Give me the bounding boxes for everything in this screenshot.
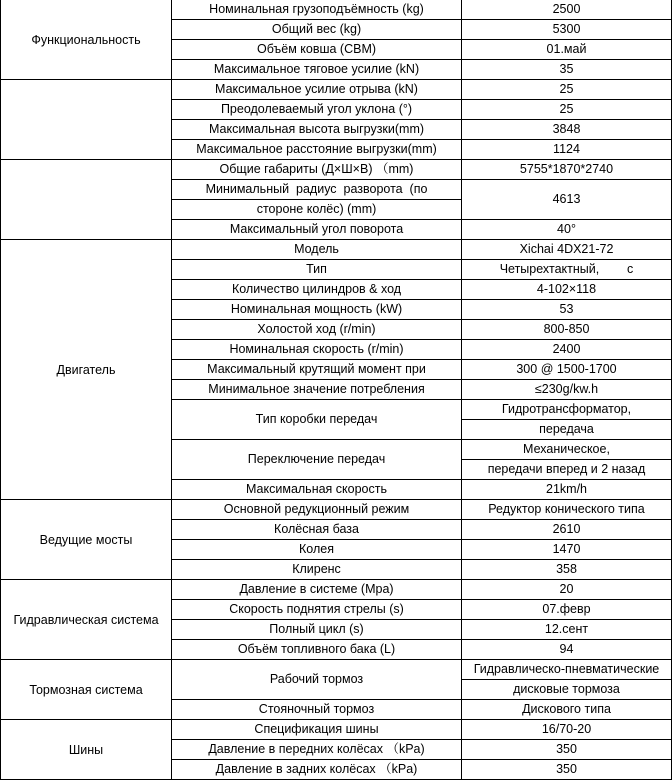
value-cell: 16/70-20 [462,720,672,740]
param-cell: Клиренс [172,560,462,580]
param-cell: Максимальное усилие отрыва (kN) [172,80,462,100]
category-cell: Двигатель [1,240,172,500]
category-cell [1,160,172,240]
table-row [1,0,672,20]
value-cell: передачи вперед и 2 назад [462,460,672,480]
param-cell: Рабочий тормоз [172,660,462,700]
category-cell: Ведущие мосты [1,500,172,580]
category-cell: Тормозная система [1,660,172,720]
table-row [1,500,672,520]
value-cell: 20 [462,580,672,600]
value-cell: 358 [462,560,672,580]
param-cell: Количество цилиндров & ход [172,280,462,300]
table-row [1,80,672,100]
value-cell: 3848 [462,120,672,140]
param-cell: Максимальный угол поворота [172,220,462,240]
value-cell: 2500 [462,0,672,20]
value-cell: 5300 [462,20,672,40]
param-cell: Стояночный тормоз [172,700,462,720]
category-cell: Шины [1,720,172,780]
param-cell: Объём ковша (CBM) [172,40,462,60]
param-cell: Полный цикл (s) [172,620,462,640]
param-cell: Переключение передач [172,440,462,480]
value-cell: 800-850 [462,320,672,340]
param-cell: Общий вес (kg) [172,20,462,40]
param-cell: Максимальное тяговое усилие (kN) [172,60,462,80]
param-cell: Колея [172,540,462,560]
value-cell: 350 [462,760,672,780]
param-cell: Максимальный крутящий момент при [172,360,462,380]
value-cell: Дискового типа [462,700,672,720]
table-row [1,720,672,740]
table-row [1,160,672,180]
param-cell: Модель [172,240,462,260]
param-cell: Номинальная мощность (kW) [172,300,462,320]
param-cell: Основной редукционный режим [172,500,462,520]
value-cell: 94 [462,640,672,660]
value-cell: 2610 [462,520,672,540]
param-cell: Объём топливного бака (L) [172,640,462,660]
table-row [1,580,672,600]
category-cell [1,80,172,160]
param-cell: Скорость поднятия стрелы (s) [172,600,462,620]
param-cell: Холостой ход (r/min) [172,320,462,340]
value-cell: 21km/h [462,480,672,500]
param-cell: Номинальная скорость (r/min) [172,340,462,360]
param-cell: стороне колёс) (mm) [172,200,462,220]
value-cell: передача [462,420,672,440]
param-cell: Спецификация шины [172,720,462,740]
value-cell: 1470 [462,540,672,560]
category-cell: Гидравлическая система [1,580,172,660]
value-cell: 4-102×118 [462,280,672,300]
value-cell: дисковые тормоза [462,680,672,700]
value-cell: Гидравлическо-пневматические [462,660,672,680]
value-cell: 1124 [462,140,672,160]
value-cell: Xichai 4DX21-72 [462,240,672,260]
value-cell: 25 [462,100,672,120]
param-cell: Минимальный радиус разворота (по [172,180,462,200]
value-cell: 5755*1870*2740 [462,160,672,180]
param-cell: Давление в задних колёсах （kPa) [172,760,462,780]
param-cell: Общие габариты (Д×Ш×В) （mm) [172,160,462,180]
value-cell: Гидротрансформатор, [462,400,672,420]
value-cell: 53 [462,300,672,320]
value-cell: 01.май [462,40,672,60]
table-row [1,660,672,680]
value-cell: 350 [462,740,672,760]
param-cell: Номинальная грузоподъёмность (kg) [172,0,462,20]
param-cell: Давление в передних колёсах （kPa) [172,740,462,760]
value-cell: 07.февр [462,600,672,620]
value-cell: 40° [462,220,672,240]
param-cell: Тип [172,260,462,280]
category-cell: Функциональность [1,0,172,80]
value-cell: Четырехтактный, с [462,260,672,280]
value-cell: Механическое, [462,440,672,460]
param-cell: Преодолеваемый угол уклона (°) [172,100,462,120]
param-cell: Максимальное расстояние выгрузки(mm) [172,140,462,160]
value-cell: 2400 [462,340,672,360]
param-cell: Минимальное значение потребления [172,380,462,400]
value-cell: 25 [462,80,672,100]
param-cell: Колёсная база [172,520,462,540]
value-cell: ≤230g/kw.h [462,380,672,400]
value-cell: 12.сент [462,620,672,640]
value-cell: 35 [462,60,672,80]
param-cell: Максимальная скорость [172,480,462,500]
value-cell: 300 @ 1500-1700 [462,360,672,380]
table-row [1,240,672,260]
value-cell: Редуктор конического типа [462,500,672,520]
param-cell: Тип коробки передач [172,400,462,440]
param-cell: Максимальная высота выгрузки(mm) [172,120,462,140]
value-cell: 4613 [462,180,672,220]
param-cell: Давление в системе (Mpa) [172,580,462,600]
